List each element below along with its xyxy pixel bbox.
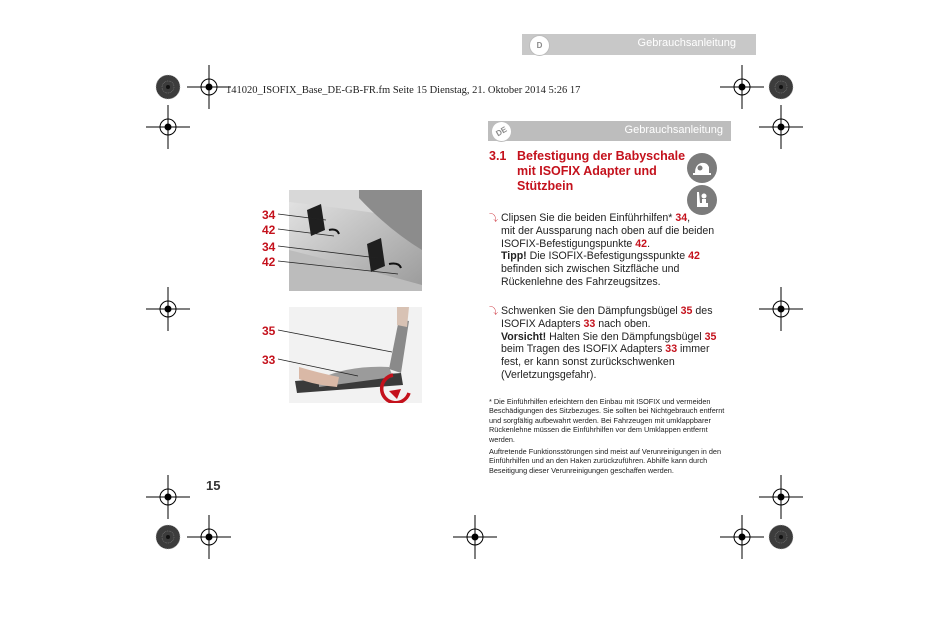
callout-label: 34 (262, 240, 276, 254)
arrow-bullet-icon: ⤵ (489, 213, 499, 223)
callout-label: 42 (262, 255, 276, 269)
page-number: 15 (206, 478, 221, 493)
file-info-line: 141020_ISOFIX_Base_DE-GB-FR.fm Seite 15 Dienstag, 21. Oktober 2014 5:26 17 (226, 85, 581, 96)
outer-header-title: Gebrauchsanleitung (637, 37, 736, 49)
instruction-step-1: ⤵ Clipsen Sie die beiden Einführhilfen* 34, mit der Aussparung nach oben auf die beiden ISOFIX-Befestigungspunkte 42. Tipp! Die ISOFIX-Befestigungsspunkte 42 befinden sich zwischen Sitzfläche und Rückenlehne des Fahrzeugsitzes. (489, 212, 715, 288)
footnote-2: Auftretende Funktionsstörungen sind meist auf Verunreinigungen in den Einführhilfen und an den Haken zurückzuführen. Abhilfe kann durch Beseitigung dieser Verunreinigungen geschaffen werden. (489, 447, 722, 475)
language-badge-de: DE (487, 117, 516, 146)
footnote-1: * Die Einführhilfen erleichtern den Einbau mit ISOFIX und vermeiden Beschädigungen des Sitzbezuges. Sie sollten bei Nichtgebrauch entfernt und sorgfältig aufbewahrt werden. Bei Fahrzeugen mit umklappbarer Rückenlehne müssen die Einführhilfen vor dem Umklappen entfernt werden. (489, 397, 725, 444)
section-number: 3.1 (489, 149, 507, 163)
callout-label: 33 (262, 353, 276, 367)
callout-label: 35 (262, 324, 276, 338)
section-title: Befestigung der Babyschale mit ISOFIX Adapter und Stützbein (517, 149, 686, 193)
inner-header-title: Gebrauchsanleitung (624, 124, 723, 136)
callout-label: 34 (262, 208, 276, 222)
callout-label: 42 (262, 223, 276, 237)
arrow-bullet-icon: ⤵ (489, 306, 499, 316)
language-badge: D (529, 35, 550, 56)
instruction-step-2: ⤵ Schwenken Sie den Dämpfungsbügel 35 des ISOFIX Adapters 33 nach oben. Vorsicht! Halten Sie den Dämpfungsbügel 35 beim Tragen des ISOFIX Adapters 33 immer fest, er kann sonst zurückschwenken (Verletzungsgefahr). (489, 305, 717, 381)
